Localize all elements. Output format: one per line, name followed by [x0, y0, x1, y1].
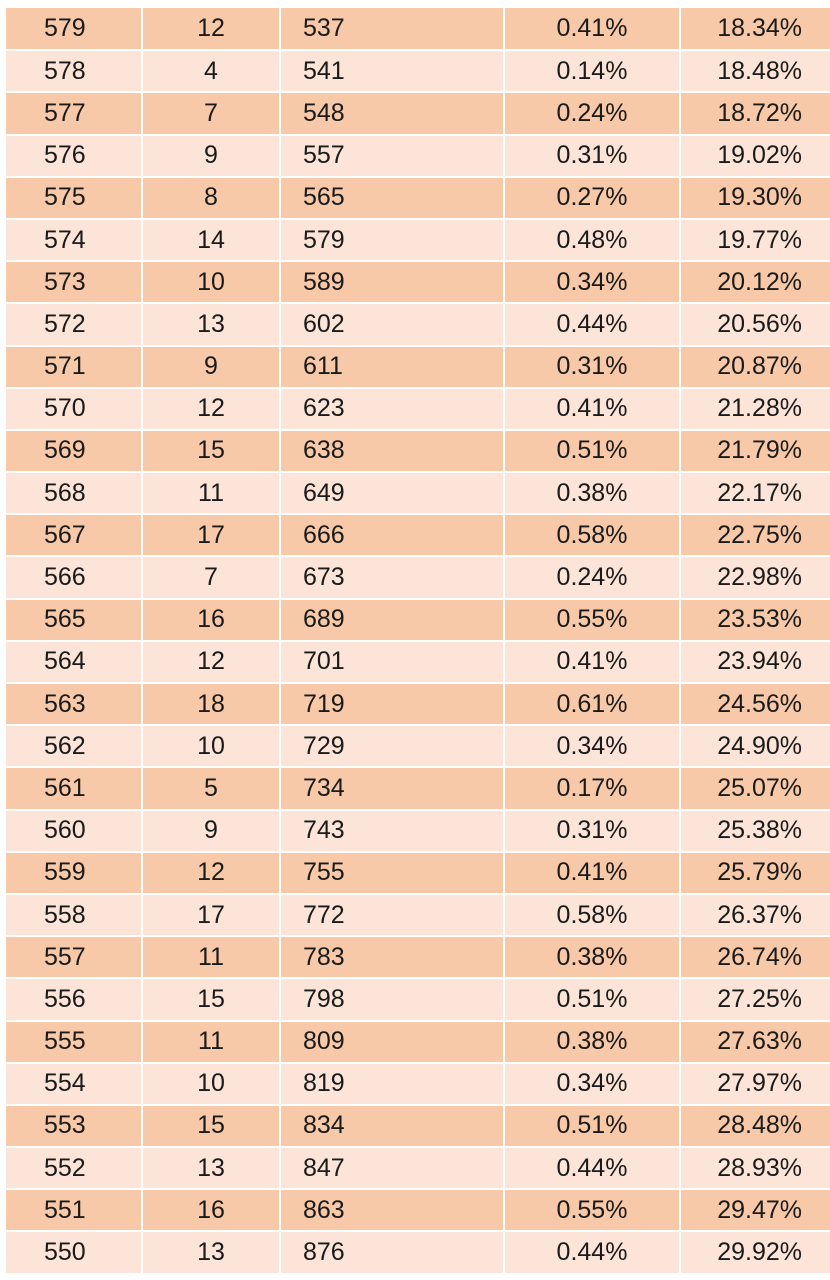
percentage-cell: 0.31%	[504, 810, 680, 852]
table-row	[6, 219, 830, 261]
score-cell: 578	[6, 50, 142, 92]
cumulative-percentage-cell: 23.94%	[680, 641, 830, 683]
table-row	[6, 8, 830, 50]
cumulative-percentage-cell: 20.12%	[680, 261, 830, 303]
percentage-cell: 0.44%	[504, 1147, 680, 1189]
percentage-cell: 0.41%	[504, 8, 680, 50]
count-cell: 7	[142, 92, 280, 134]
count-cell: 4	[142, 50, 280, 92]
cumulative-percentage-cell: 26.74%	[680, 936, 830, 978]
percentage-cell: 0.41%	[504, 641, 680, 683]
table-row	[6, 810, 830, 852]
percentage-cell: 0.34%	[504, 725, 680, 767]
table-row	[6, 556, 830, 598]
cumulative-count-cell: 729	[280, 725, 504, 767]
cumulative-percentage-cell: 27.63%	[680, 1021, 830, 1063]
percentage-cell: 0.51%	[504, 978, 680, 1020]
cumulative-percentage-cell: 18.34%	[680, 8, 830, 50]
table-row	[6, 346, 830, 388]
table-row	[6, 1231, 830, 1273]
count-cell: 13	[142, 303, 280, 345]
table-row	[6, 92, 830, 134]
cumulative-count-cell: 638	[280, 430, 504, 472]
table-row	[6, 936, 830, 978]
count-cell: 10	[142, 261, 280, 303]
cumulative-count-cell: 541	[280, 50, 504, 92]
table-row	[6, 303, 830, 345]
count-cell: 11	[142, 936, 280, 978]
table-row	[6, 261, 830, 303]
score-cell: 564	[6, 641, 142, 683]
score-cell: 561	[6, 767, 142, 809]
table-row	[6, 1021, 830, 1063]
percentage-cell: 0.24%	[504, 556, 680, 598]
table-row	[6, 894, 830, 936]
percentage-cell: 0.41%	[504, 852, 680, 894]
table-row	[6, 978, 830, 1020]
count-cell: 12	[142, 388, 280, 430]
score-cell: 560	[6, 810, 142, 852]
table-row	[6, 852, 830, 894]
cumulative-count-cell: 557	[280, 135, 504, 177]
cumulative-count-cell: 565	[280, 177, 504, 219]
cumulative-percentage-cell: 21.28%	[680, 388, 830, 430]
cumulative-count-cell: 809	[280, 1021, 504, 1063]
score-cell: 579	[6, 8, 142, 50]
cumulative-count-cell: 876	[280, 1231, 504, 1273]
count-cell: 15	[142, 1105, 280, 1147]
count-cell: 16	[142, 1189, 280, 1231]
table-row	[6, 683, 830, 725]
score-cell: 552	[6, 1147, 142, 1189]
cumulative-percentage-cell: 25.07%	[680, 767, 830, 809]
cumulative-count-cell: 673	[280, 556, 504, 598]
cumulative-percentage-cell: 28.48%	[680, 1105, 830, 1147]
cumulative-percentage-cell: 22.98%	[680, 556, 830, 598]
percentage-cell: 0.34%	[504, 261, 680, 303]
score-cell: 569	[6, 430, 142, 472]
cumulative-count-cell: 834	[280, 1105, 504, 1147]
cumulative-count-cell: 666	[280, 514, 504, 556]
cumulative-percentage-cell: 26.37%	[680, 894, 830, 936]
score-cell: 559	[6, 852, 142, 894]
score-cell: 566	[6, 556, 142, 598]
table-row	[6, 1105, 830, 1147]
cumulative-count-cell: 743	[280, 810, 504, 852]
count-cell: 15	[142, 978, 280, 1020]
score-cell: 567	[6, 514, 142, 556]
cumulative-percentage-cell: 24.90%	[680, 725, 830, 767]
cumulative-percentage-cell: 24.56%	[680, 683, 830, 725]
cumulative-count-cell: 649	[280, 472, 504, 514]
cumulative-count-cell: 819	[280, 1063, 504, 1105]
count-cell: 8	[142, 177, 280, 219]
count-cell: 9	[142, 346, 280, 388]
cumulative-percentage-cell: 20.56%	[680, 303, 830, 345]
cumulative-count-cell: 611	[280, 346, 504, 388]
cumulative-percentage-cell: 22.17%	[680, 472, 830, 514]
count-cell: 7	[142, 556, 280, 598]
percentage-cell: 0.38%	[504, 936, 680, 978]
table-row	[6, 599, 830, 641]
cumulative-percentage-cell: 29.92%	[680, 1231, 830, 1273]
cumulative-count-cell: 623	[280, 388, 504, 430]
percentage-cell: 0.17%	[504, 767, 680, 809]
table-row	[6, 514, 830, 556]
score-cell: 575	[6, 177, 142, 219]
cumulative-percentage-cell: 22.75%	[680, 514, 830, 556]
score-cell: 565	[6, 599, 142, 641]
cumulative-count-cell: 772	[280, 894, 504, 936]
percentage-cell: 0.51%	[504, 430, 680, 472]
cumulative-count-cell: 719	[280, 683, 504, 725]
score-cell: 558	[6, 894, 142, 936]
score-cell: 576	[6, 135, 142, 177]
cumulative-count-cell: 602	[280, 303, 504, 345]
percentage-cell: 0.41%	[504, 388, 680, 430]
cumulative-percentage-cell: 18.48%	[680, 50, 830, 92]
count-cell: 9	[142, 135, 280, 177]
cumulative-percentage-cell: 18.72%	[680, 92, 830, 134]
table-row	[6, 1063, 830, 1105]
score-cell: 571	[6, 346, 142, 388]
cumulative-count-cell: 689	[280, 599, 504, 641]
count-cell: 16	[142, 599, 280, 641]
percentage-cell: 0.24%	[504, 92, 680, 134]
table-row	[6, 135, 830, 177]
percentage-cell: 0.61%	[504, 683, 680, 725]
score-cell: 562	[6, 725, 142, 767]
table-row	[6, 725, 830, 767]
cumulative-percentage-cell: 19.30%	[680, 177, 830, 219]
percentage-cell: 0.55%	[504, 1189, 680, 1231]
percentage-cell: 0.27%	[504, 177, 680, 219]
score-cell: 573	[6, 261, 142, 303]
count-cell: 14	[142, 219, 280, 261]
table-body	[6, 8, 830, 1274]
percentage-cell: 0.38%	[504, 1021, 680, 1063]
score-cell: 570	[6, 388, 142, 430]
cumulative-percentage-cell: 25.38%	[680, 810, 830, 852]
count-cell: 18	[142, 683, 280, 725]
count-cell: 11	[142, 472, 280, 514]
score-cell: 555	[6, 1021, 142, 1063]
percentage-cell: 0.31%	[504, 135, 680, 177]
score-cell: 574	[6, 219, 142, 261]
table-row	[6, 1147, 830, 1189]
cumulative-percentage-cell: 28.93%	[680, 1147, 830, 1189]
cumulative-count-cell: 863	[280, 1189, 504, 1231]
table-row	[6, 177, 830, 219]
cumulative-count-cell: 579	[280, 219, 504, 261]
cumulative-percentage-cell: 23.53%	[680, 599, 830, 641]
count-cell: 15	[142, 430, 280, 472]
percentage-cell: 0.38%	[504, 472, 680, 514]
percentage-cell: 0.58%	[504, 894, 680, 936]
cumulative-percentage-cell: 19.77%	[680, 219, 830, 261]
score-cell: 550	[6, 1231, 142, 1273]
cumulative-percentage-cell: 27.25%	[680, 978, 830, 1020]
count-cell: 5	[142, 767, 280, 809]
cumulative-percentage-cell: 29.47%	[680, 1189, 830, 1231]
percentage-cell: 0.58%	[504, 514, 680, 556]
cumulative-count-cell: 783	[280, 936, 504, 978]
table-row	[6, 430, 830, 472]
table-row	[6, 388, 830, 430]
count-cell: 10	[142, 1063, 280, 1105]
table-row	[6, 641, 830, 683]
table-row	[6, 50, 830, 92]
percentage-cell: 0.44%	[504, 1231, 680, 1273]
percentage-cell: 0.55%	[504, 599, 680, 641]
percentage-cell: 0.51%	[504, 1105, 680, 1147]
score-cell: 551	[6, 1189, 142, 1231]
percentage-cell: 0.14%	[504, 50, 680, 92]
score-cell: 577	[6, 92, 142, 134]
count-cell: 12	[142, 852, 280, 894]
count-cell: 17	[142, 514, 280, 556]
count-cell: 13	[142, 1147, 280, 1189]
cumulative-count-cell: 537	[280, 8, 504, 50]
cumulative-percentage-cell: 25.79%	[680, 852, 830, 894]
cumulative-percentage-cell: 20.87%	[680, 346, 830, 388]
table-row	[6, 767, 830, 809]
score-distribution-table-container	[6, 8, 802, 1275]
cumulative-count-cell: 734	[280, 767, 504, 809]
percentage-cell: 0.48%	[504, 219, 680, 261]
cumulative-count-cell: 548	[280, 92, 504, 134]
score-cell: 553	[6, 1105, 142, 1147]
count-cell: 17	[142, 894, 280, 936]
score-cell: 568	[6, 472, 142, 514]
score-cell: 572	[6, 303, 142, 345]
cumulative-percentage-cell: 19.02%	[680, 135, 830, 177]
cumulative-count-cell: 701	[280, 641, 504, 683]
count-cell: 13	[142, 1231, 280, 1273]
cumulative-count-cell: 798	[280, 978, 504, 1020]
cumulative-count-cell: 589	[280, 261, 504, 303]
score-cell: 554	[6, 1063, 142, 1105]
count-cell: 12	[142, 641, 280, 683]
cumulative-percentage-cell: 21.79%	[680, 430, 830, 472]
table-row	[6, 472, 830, 514]
score-cell: 556	[6, 978, 142, 1020]
score-cell: 563	[6, 683, 142, 725]
count-cell: 12	[142, 8, 280, 50]
cumulative-count-cell: 755	[280, 852, 504, 894]
percentage-cell: 0.34%	[504, 1063, 680, 1105]
cumulative-count-cell: 847	[280, 1147, 504, 1189]
table-row	[6, 1189, 830, 1231]
score-distribution-table	[6, 8, 830, 1275]
count-cell: 9	[142, 810, 280, 852]
percentage-cell: 0.44%	[504, 303, 680, 345]
score-cell: 557	[6, 936, 142, 978]
count-cell: 10	[142, 725, 280, 767]
count-cell: 11	[142, 1021, 280, 1063]
percentage-cell: 0.31%	[504, 346, 680, 388]
cumulative-percentage-cell: 27.97%	[680, 1063, 830, 1105]
